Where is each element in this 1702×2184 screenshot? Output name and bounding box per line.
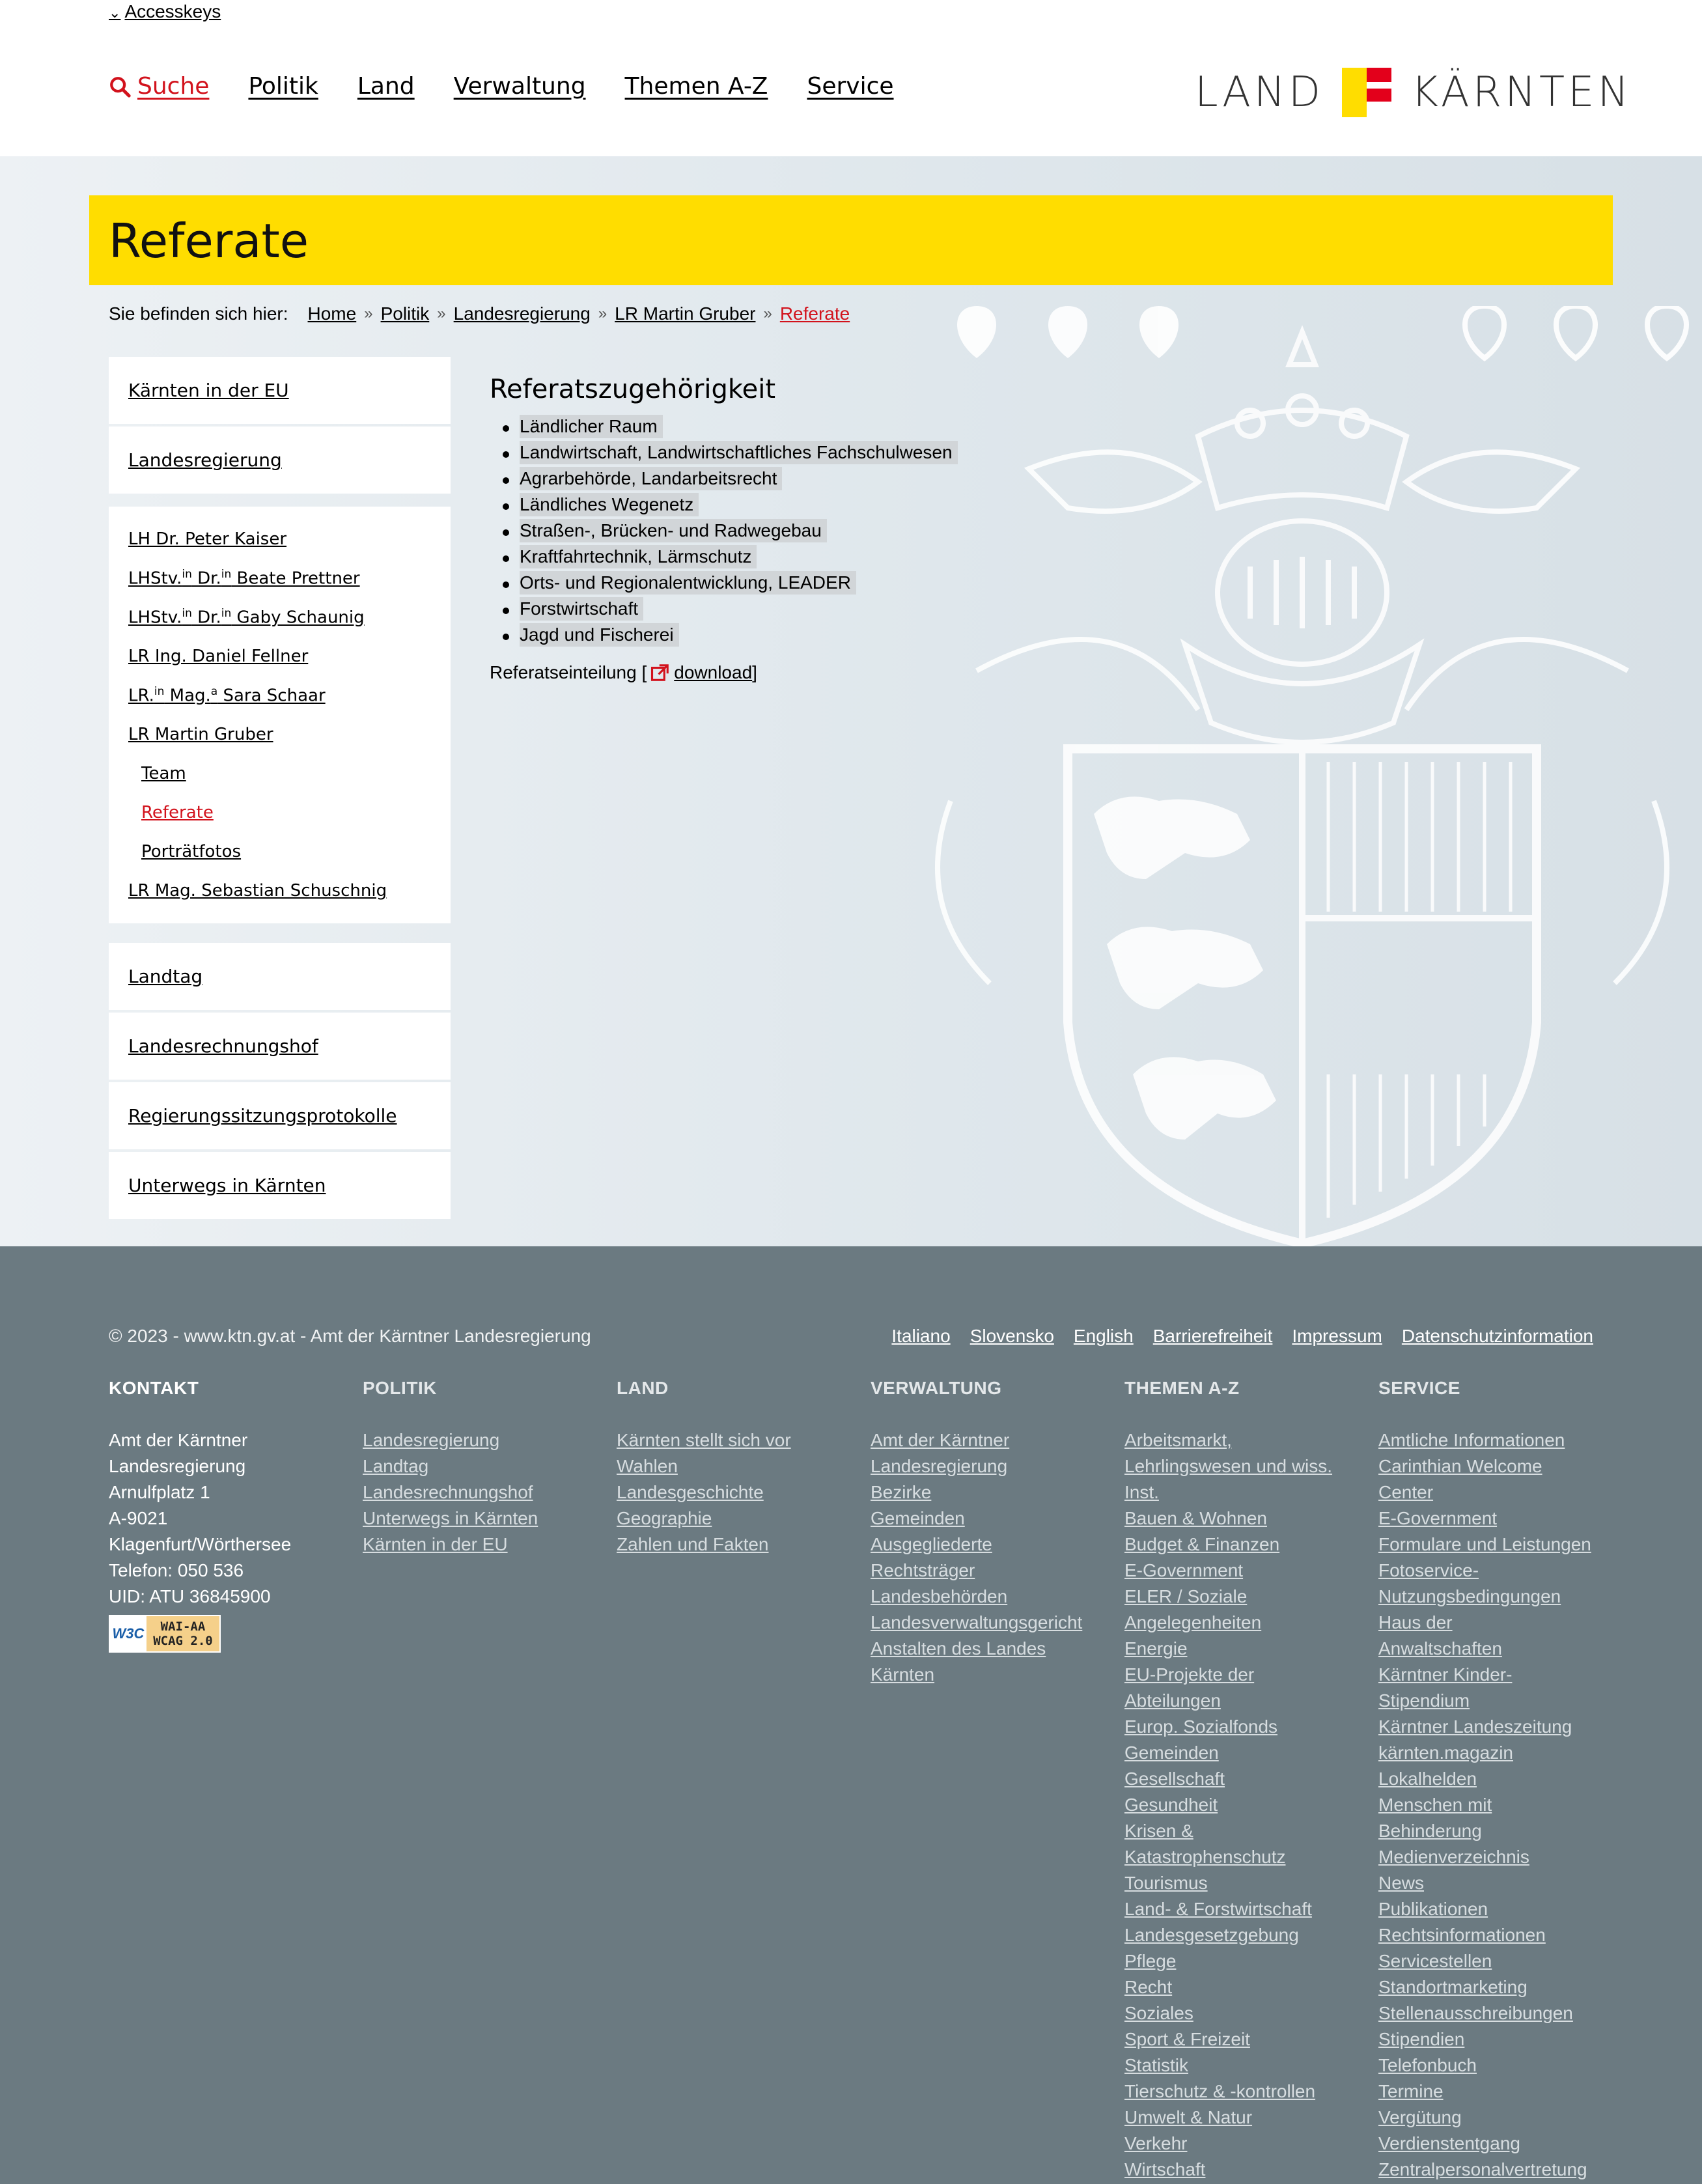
list-item: Straßen-, Brücken- und Radwegebau [520,520,958,546]
content-heading: Referatszugehörigkeit [490,374,776,404]
list-item: Ländlicher Raum [520,416,958,442]
list-item: Jagd und Fischerei [520,624,958,651]
sidebar-sub-item: LR Martin Gruber [128,725,273,744]
sidebar [109,357,451,1222]
breadcrumb-politik[interactable]: Politik [380,303,430,324]
breadcrumb [109,303,850,324]
sidebar-item-landesregierung: Landesregierung [109,427,451,494]
list-item: Landwirtschaft, Landwirtschaftliches Fachschulwesen [520,442,958,468]
coat-of-arms-icon [899,306,1702,1246]
chevron-down-icon: ⌄ [109,5,121,21]
list-item: Kraftfahrtechnik, Lärmschutz [520,546,958,572]
footer-link-datenschutz[interactable]: Datenschutzinformation [1401,1326,1593,1346]
download-link[interactable]: download [674,662,753,682]
chevron-double-right-icon: » [598,305,607,322]
list-item: Forstwirtschaft [520,598,958,624]
sidebar-sub-item-referate: Referate [141,803,214,822]
sidebar-item-unterwegs: Unterwegs in Kärnten [109,1152,451,1219]
sidebar-item-landtag: Landtag [109,943,451,1010]
sidebar-sub-item: LHStv.$^{in}$ Dr.$^{in}$ Gaby Schaunig [128,607,365,628]
wcag-badge[interactable]: W3C WAI-AA WCAG 2.0 [109,1615,221,1653]
list-item: Agrarbehörde, Landarbeitsrecht [520,468,958,494]
site-logo[interactable]: LAND KÄRNTEN [1195,68,1632,117]
sidebar-sub-item: LR.$^{in}$ Mag.$^a$ Sara Schaar [128,685,326,706]
footer-links [872,1326,1593,1347]
list-item: Ländliches Wegenetz [520,494,958,520]
nav-service[interactable]: Service [807,73,894,100]
breadcrumb-landesregierung[interactable]: Landesregierung [453,303,591,324]
footer-col-politik: POLITIK Landesregierung Landtag Landesrechnungshof Unterwegs in Kärnten Kärnten in der EU [363,1378,538,1554]
site-footer [0,1246,1702,2184]
sidebar-item-protokolle: Regierungssitzungsprotokolle [109,1082,451,1149]
sidebar-sub-item: LR Mag. Sebastian Schuschnig [128,881,387,901]
main-nav [109,73,933,100]
nav-search[interactable]: Suche [109,73,209,100]
nav-themen[interactable]: Themen A-Z [624,73,768,100]
sidebar-item-eu: Kärnten in der EU [109,357,451,424]
external-link-icon [650,664,670,682]
search-icon [109,76,131,98]
site-header [0,0,1702,156]
page-title-banner [89,195,1613,285]
footer-link-english[interactable]: English [1073,1326,1134,1346]
chevron-double-right-icon: » [364,305,373,322]
nav-verwaltung[interactable]: Verwaltung [453,73,586,100]
footer-link-slovensko[interactable]: Slovensko [970,1326,1054,1346]
sidebar-sub-item-portraetfotos: Porträtfotos [141,842,242,861]
main-area [0,156,1702,1246]
footer-col-themen: THEMEN A-Z Arbeitsmarkt, Lehrlingswesen und wiss. Inst. Bauen & Wohnen Budget & Finanzen E-Government ELER / Soziale Angelegenheiten Energie EU-Projekte der Abteilungen Europ. Sozialfonds Gemeinden Gesellschaft Gesundheit Krisen & Katastrophenschutz Tourismus Land- & Forstwirtschaft Landesgesetzgebung Pflege Recht Soziales Sport & Freizeit Statistik Tierschutz & -kontrollen Umwelt & Natur Verkehr Wirtschaft [1124,1378,1333,2179]
nav-land[interactable]: Land [357,73,415,100]
accesskeys-link[interactable]: ⌄ Accesskeys [109,1,221,21]
chevron-double-right-icon: » [437,305,446,322]
chevron-double-right-icon: » [763,305,772,322]
logo-mark-icon [1342,68,1391,117]
list-item: Orts- und Regionalentwicklung, LEADER [520,572,958,598]
breadcrumb-current[interactable]: Referate [779,303,850,324]
footer-col-land: LAND Kärnten stellt sich vor Wahlen Landesgeschichte Geographie Zahlen und Fakten [617,1378,791,1554]
page-title: Referate [109,214,309,268]
sidebar-item-landesrechnungshof: Landesrechnungshof [109,1013,451,1080]
download-line: Referatseinteilung [ download ] [490,662,757,682]
footer-link-impressum[interactable]: Impressum [1292,1326,1382,1346]
sidebar-sub-item: LHStv.$^{in}$ Dr.$^{in}$ Beate Prettner [128,568,360,589]
footer-col-kontakt: KONTAKT Amt der Kärntner Landesregierung Arnulfplatz 1 A-9021 Klagenfurt/Wörthersee Telefon: 050 536 UID: ATU 36845900 W3C WAI-AA WCAG 2.0 [109,1378,363,2183]
footer-col-verwaltung: VERWALTUNG Amt der Kärntner Landesregierung Bezirke Gemeinden Ausgegliederte Rechtsträger Landesbehörden Landesverwaltungsgericht Anstalten des Landes Kärnten [871,1378,1083,1685]
footer-columns [109,1378,1632,2183]
nav-politik[interactable]: Politik [248,73,318,100]
breadcrumb-label: Sie befinden sich hier: [109,303,288,324]
breadcrumb-lr-martin-gruber[interactable]: LR Martin Gruber [615,303,756,324]
footer-col-service: SERVICE Amtliche Informationen Carinthian Welcome Center E-Government Formulare und Leistungen Fotoservice- Nutzungsbedingungen Haus der Anwaltschaften Kärntner Kinder- Stipendium Kärntner Landeszeitung kärnten.magazin Lokalhelden Menschen mit Behinderung Medienverzeichnis News Publikationen Rechtsinformationen Servicestellen Standortmarketing Stellenausschreibungen Stipendien Telefonbuch Termine Vergütung Verdienstentgang Zentralpersonalvertretung [1378,1378,1591,2179]
sidebar-sub-item: LR Ing. Daniel Fellner [128,647,309,666]
sidebar-submenu [109,507,451,923]
breadcrumb-home[interactable]: Home [307,303,357,324]
main-content [490,374,958,683]
footer-link-barrierefreiheit[interactable]: Barrierefreiheit [1152,1326,1273,1346]
copyright: © 2023 - www.ktn.gv.at - Amt der Kärntner Landesregierung [109,1326,591,1346]
referate-list [490,416,958,651]
footer-link-italiano[interactable]: Italiano [891,1326,951,1346]
sidebar-sub-item: LH Dr. Peter Kaiser [128,529,287,549]
sidebar-sub-item-team: Team [141,764,186,783]
